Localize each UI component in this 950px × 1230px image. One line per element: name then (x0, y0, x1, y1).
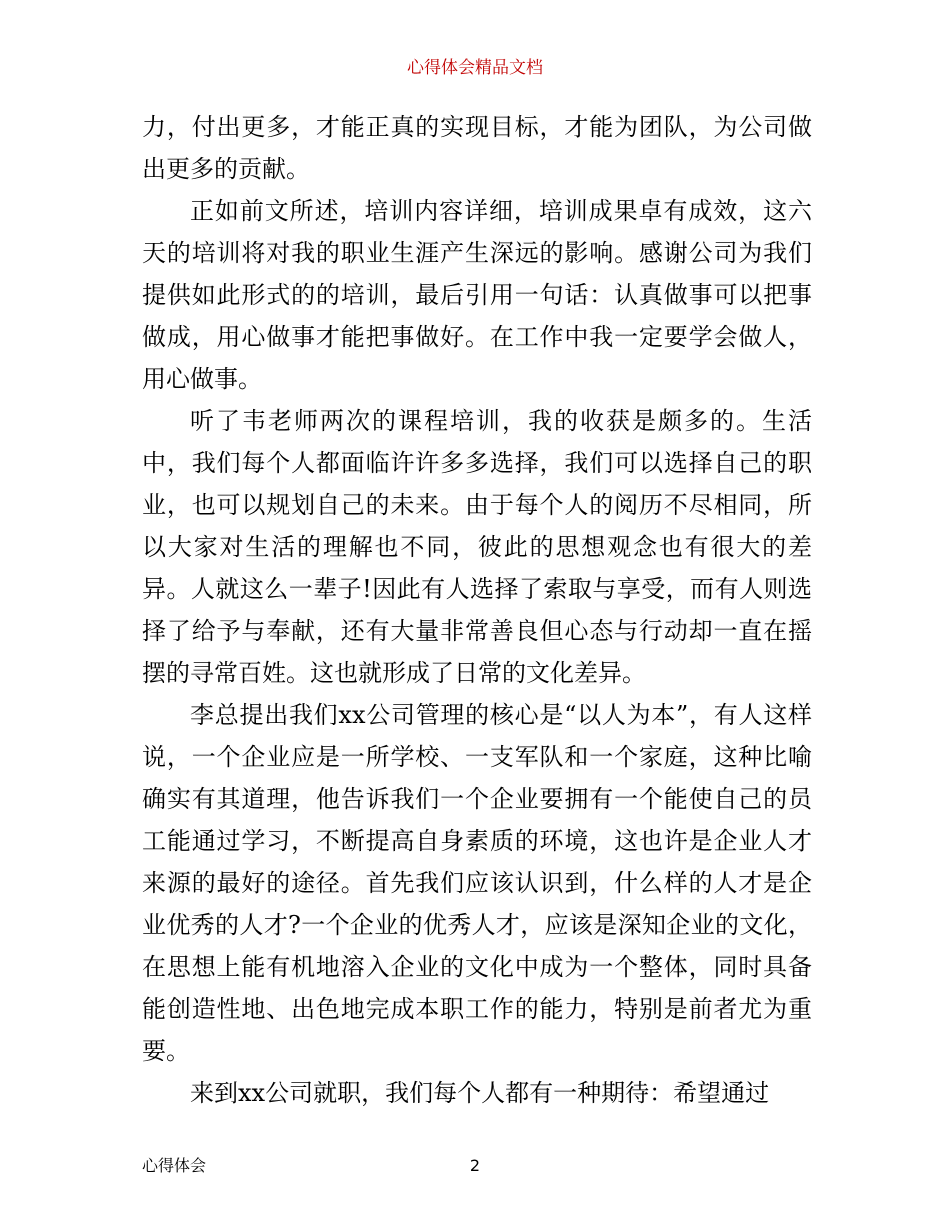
document-body (142, 106, 812, 1114)
footer-label: 心得体会 (142, 1156, 207, 1175)
paragraph: 李总提出我们xx公司管理的核心是“以人为本”，有人这样说，一个企业应是一所学校、一支军队和一个家庭，这种比喻确实有其道理，他告诉我们一个企业要拥有一个能使自己的员工能通过学习，不断提高自身素质的环境，这也许是企业人才来源的最好的途径。首先我们应该认识到，什么样的人才是企业优秀的人才?一个企业的优秀人才，应该是深知企业的文化，在思想上能有机地溶入企业的文化中成为一个整体，同时具备能创造性地、出色地完成本职工作的能力，特别是前者尤为重要。 (142, 701, 812, 1065)
paragraph-continuation: 力，付出更多，才能正真的实现目标，才能为团队，为公司做出更多的贡献。 (142, 113, 812, 183)
paragraph: 正如前文所述，培训内容详细，培训成果卓有成效，这六天的培训将对我的职业生涯产生深远的影响。感谢公司为我们提供如此形式的的培训，最后引用一句话：认真做事可以把事做成，用心做事才能把事做好。在工作中我一定要学会做人，用心做事。 (142, 197, 812, 393)
paragraph: 听了韦老师两次的课程培训，我的收获是颇多的。生活中，我们每个人都面临许许多多选择，我们可以选择自己的职业，也可以规划自己的未来。由于每个人的阅历不尽相同，所以大家对生活的理解也不同，彼此的思想观念也有很大的差异。人就这么一辈子!因此有人选择了索取与享受，而有人则选择了给予与奉献，还有大量非常善良但心态与行动却一直在摇摆的寻常百姓。这也就形成了日常的文化差异。 (142, 407, 812, 687)
paragraph: 来到xx公司就职，我们每个人都有一种期待：希望通过 (190, 1079, 770, 1107)
page-number: 2 (469, 1156, 481, 1175)
page-header-title: 心得体会精品文档 (407, 58, 543, 78)
